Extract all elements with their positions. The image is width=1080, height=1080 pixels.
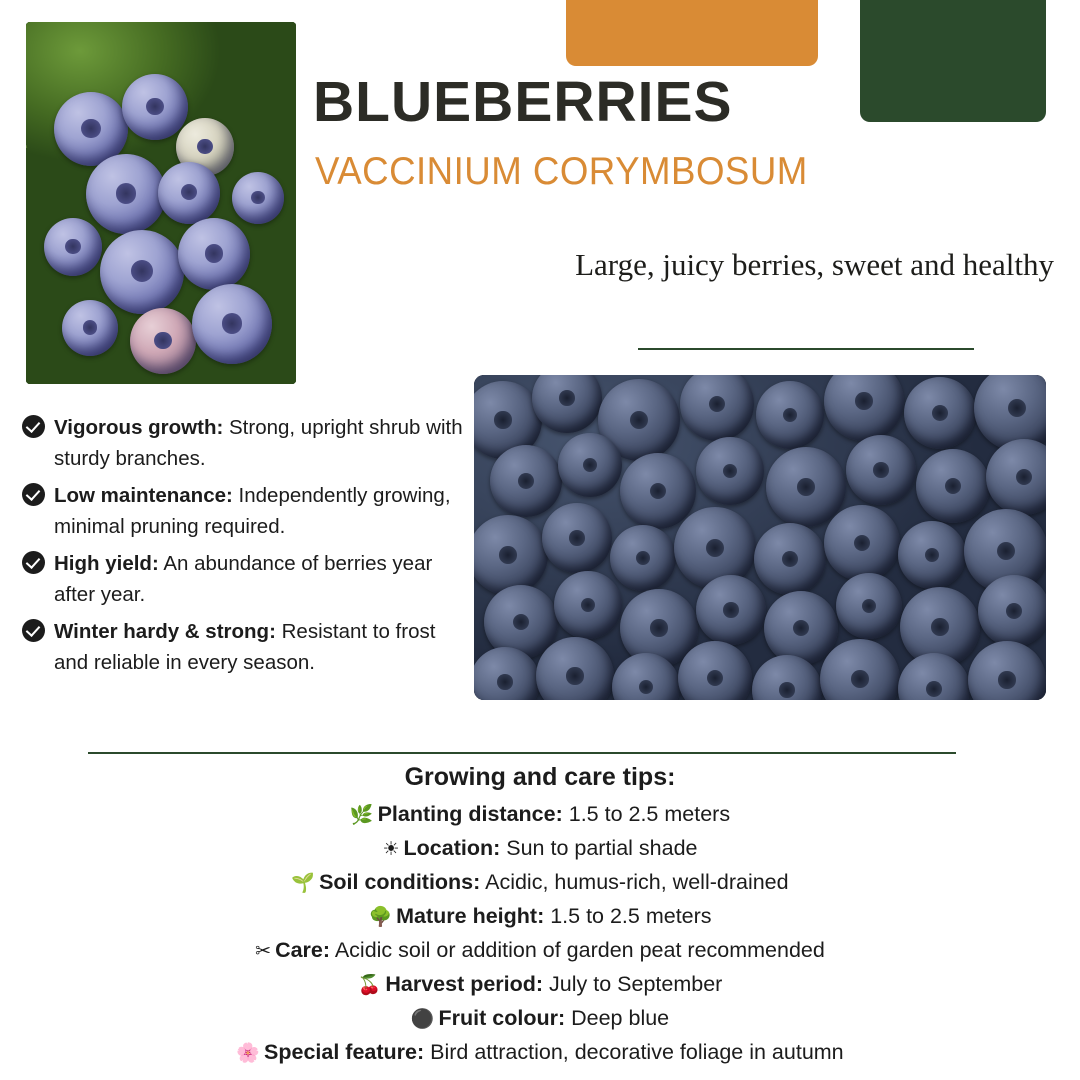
- list-item: [0, 832, 1080, 866]
- care-label: Location:: [403, 836, 501, 860]
- berry: [756, 381, 824, 449]
- berry: [836, 573, 902, 639]
- feature-list: [22, 412, 472, 684]
- black-circle-icon: ⚫: [410, 1009, 435, 1030]
- cherries-icon: 🍒: [357, 975, 382, 996]
- care-value: 1.5 to 2.5 meters: [544, 904, 712, 928]
- care-label: Fruit colour:: [438, 1006, 566, 1030]
- berry: [824, 505, 900, 581]
- scissors-icon: ✂: [255, 941, 272, 962]
- feature-body: An abundance of berries year after year.: [54, 552, 433, 606]
- tagline: Large, juicy berries, sweet and healthy: [575, 247, 1054, 282]
- sun-icon: ☀: [382, 839, 400, 860]
- care-label: Care:: [275, 938, 331, 962]
- berry: [620, 453, 696, 529]
- care-value: July to September: [543, 972, 723, 996]
- care-section-title: Growing and care tips:: [404, 763, 676, 791]
- berry: [766, 447, 846, 527]
- berry: [232, 172, 284, 224]
- berry: [122, 74, 188, 140]
- berry: [86, 154, 166, 234]
- berry: [764, 591, 838, 665]
- feature-text: [54, 480, 472, 542]
- berry: [916, 449, 990, 523]
- berry: [904, 377, 976, 449]
- berry: [846, 435, 916, 505]
- feature-body: Strong, upright shrub with sturdy branches.: [54, 416, 463, 470]
- feature-text: [54, 412, 472, 474]
- berry: [490, 445, 562, 517]
- care-value: Bird attraction, decorative foliage in autumn: [424, 1040, 844, 1064]
- berry: [696, 437, 764, 505]
- list-item: [0, 798, 1080, 832]
- list-item: [22, 548, 472, 610]
- divider-long: [88, 752, 956, 754]
- care-label: Harvest period:: [385, 972, 544, 996]
- berry: [192, 284, 272, 364]
- list-item: [0, 866, 1080, 900]
- berry: [178, 218, 250, 290]
- list-item: [22, 616, 472, 678]
- list-item: [0, 900, 1080, 934]
- berry: [158, 162, 220, 224]
- berry: [978, 575, 1046, 647]
- list-item: [0, 1036, 1080, 1070]
- blueberry-bush-photo: [26, 22, 296, 384]
- feature-label: Low maintenance:: [54, 484, 233, 507]
- care-value: 1.5 to 2.5 meters: [562, 802, 731, 826]
- berry: [898, 521, 966, 589]
- berry: [610, 525, 676, 591]
- berry: [100, 230, 184, 314]
- list-item: [22, 412, 472, 474]
- feature-body: Independently growing, minimal pruning required.: [54, 484, 451, 538]
- herb-icon: 🌿: [349, 805, 374, 826]
- list-item: [0, 1002, 1080, 1036]
- orange-decorative-block: [566, 0, 818, 66]
- care-label: Mature height:: [396, 904, 545, 928]
- check-icon: [22, 551, 45, 574]
- check-icon: [22, 415, 45, 438]
- blueberry-pile-photo: [474, 375, 1046, 700]
- list-item: [0, 968, 1080, 1002]
- list-item: [0, 934, 1080, 968]
- seedling-icon: 🌱: [291, 873, 316, 894]
- check-icon: [22, 483, 45, 506]
- tree-icon: 🌳: [368, 907, 393, 928]
- berry: [554, 571, 622, 639]
- berry: [696, 575, 766, 645]
- feature-text: [54, 616, 472, 678]
- feature-label: High yield:: [54, 552, 159, 575]
- divider-short: [638, 348, 974, 350]
- care-label: Special feature:: [264, 1040, 425, 1064]
- berry: [754, 523, 826, 595]
- berry: [130, 308, 196, 374]
- feature-text: [54, 548, 472, 610]
- care-value: Acidic soil or addition of garden peat recommended: [330, 938, 825, 962]
- berry: [542, 503, 612, 573]
- care-value: Deep blue: [565, 1006, 670, 1030]
- feature-body: Resistant to frost and reliable in every season.: [54, 620, 436, 674]
- feature-label: Vigorous growth:: [54, 416, 224, 439]
- green-decorative-block: [860, 0, 1046, 122]
- blossom-icon: 🌸: [236, 1043, 261, 1064]
- page-title: BLUEBERRIES: [313, 70, 733, 134]
- care-value: Acidic, humus-rich, well-drained: [480, 870, 789, 894]
- care-label: Planting distance:: [377, 802, 563, 826]
- care-label: Soil conditions:: [319, 870, 481, 894]
- feature-label: Winter hardy & strong:: [54, 620, 276, 643]
- list-item: [22, 480, 472, 542]
- care-list: [0, 798, 1080, 1070]
- latin-name: VACCINIUM CORYMBOSUM: [315, 150, 808, 193]
- check-icon: [22, 619, 45, 642]
- care-value: Sun to partial shade: [500, 836, 698, 860]
- berry: [44, 218, 102, 276]
- berry: [558, 433, 622, 497]
- berry: [62, 300, 118, 356]
